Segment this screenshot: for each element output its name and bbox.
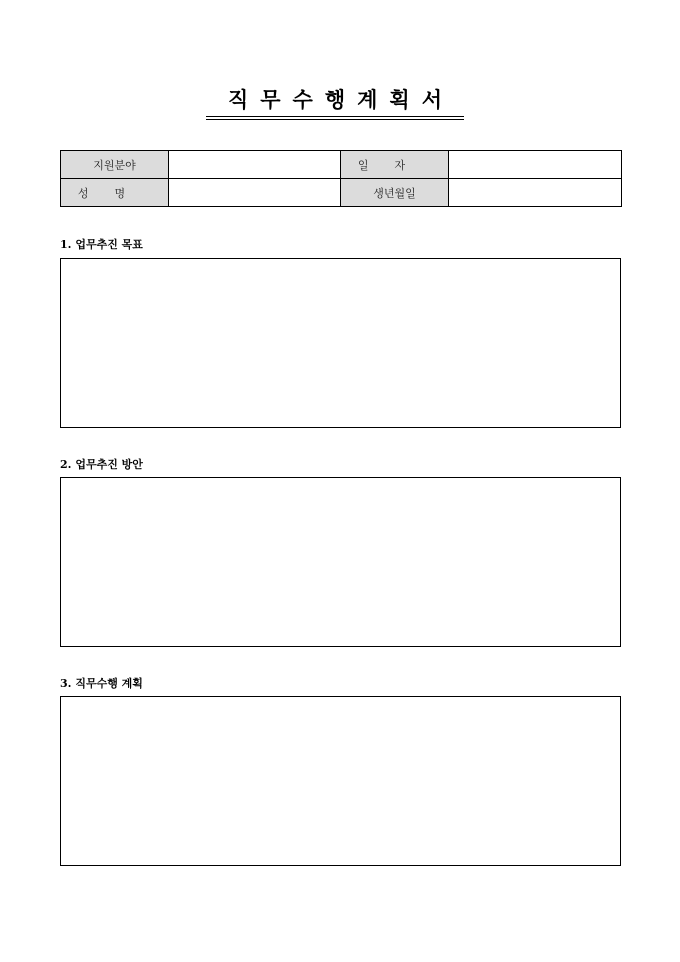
birthdate-field[interactable]: [449, 179, 622, 207]
field-label-date: 일자: [341, 151, 449, 179]
date-field[interactable]: [449, 151, 622, 179]
field-label-application-area: 지원분야: [61, 151, 169, 179]
section-box-goals[interactable]: [60, 258, 621, 428]
section-box-methods[interactable]: [60, 477, 621, 647]
section-title-methods: 2. 업무추진 방안: [60, 458, 143, 471]
section-title-goals: 1. 업무추진 목표: [60, 238, 143, 251]
section-title-job-plan: 3. 직무수행 계획: [60, 677, 143, 690]
table-row: [61, 179, 622, 207]
table-row: [61, 151, 622, 179]
field-label-name: 성명: [61, 179, 169, 207]
page-title: 직무수행계획서: [227, 87, 454, 112]
application-area-field[interactable]: [169, 151, 341, 179]
field-label-birthdate: 생년월일: [341, 179, 449, 207]
section-box-job-plan[interactable]: [60, 696, 621, 866]
title-double-underline: [206, 116, 464, 120]
name-field[interactable]: [169, 179, 341, 207]
title-block: [206, 86, 464, 120]
applicant-info-table: [60, 150, 622, 207]
